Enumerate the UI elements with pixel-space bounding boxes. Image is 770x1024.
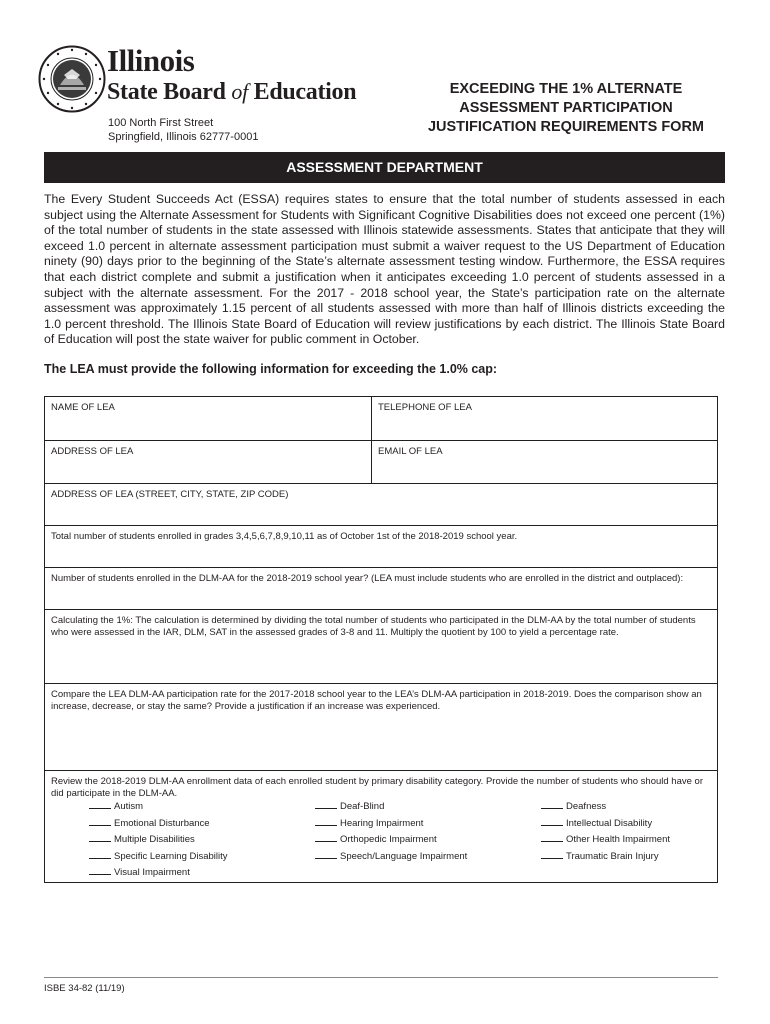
count-blank[interactable]	[89, 866, 111, 875]
count-blank[interactable]	[541, 850, 563, 859]
disability-item[interactable]	[315, 817, 541, 830]
count-blank[interactable]	[541, 833, 563, 842]
telephone-of-lea-field[interactable]: TELEPHONE OF LEA	[378, 402, 472, 413]
disability-label: Multiple Disabilities	[114, 834, 195, 845]
disability-label: Other Health Impairment	[566, 834, 671, 845]
disability-label: Hearing Impairment	[340, 817, 424, 829]
disability-item[interactable]	[541, 800, 691, 813]
lea-prompt: The LEA must provide the following information for exceeding the 1.0% cap:	[44, 362, 498, 376]
disability-item[interactable]	[89, 833, 315, 846]
org-name-line1: Illinois	[107, 43, 195, 78]
dlm-enrolled-field[interactable]: Number of students enrolled in the DLM-AA for the 2018-2019 school year? (LEA must include students who are enrolled in the district and outplaced):	[51, 573, 684, 584]
footer-divider	[44, 977, 718, 978]
count-blank[interactable]	[315, 800, 337, 809]
org-address	[108, 116, 258, 144]
lea-form-table	[44, 396, 718, 883]
count-blank[interactable]	[89, 833, 111, 842]
address-line1: 100 North First Street	[108, 117, 214, 129]
form-row-name-phone	[45, 397, 717, 440]
org-name-of: of	[231, 79, 248, 104]
department-bar: ASSESSMENT DEPARTMENT	[44, 152, 725, 183]
form-row-calculating	[45, 609, 717, 683]
form-row-full-address	[45, 483, 717, 525]
disability-label: Deaf-Blind	[340, 801, 385, 812]
email-of-lea-field[interactable]: EMAIL OF LEA	[378, 446, 443, 457]
disability-item[interactable]	[541, 850, 691, 863]
disability-label: Emotional Disturbance	[114, 817, 210, 829]
intro-paragraph: The Every Student Succeeds Act (ESSA) requires states to ensure that the total number of students assessed in each subject using the Alternate Assessment for Students with Significant Cognitive Disabilities does not exceed one percent (1%) of the total number of students in the state assessed with Illinois statewide assessments. States that anticipate that they will exceed 1.0 percent in alternate assessment participation must submit a waiver request to the US Department of Education ninety (90) days prior to the beginning of the State’s alternate assessment testing window. Furthermore, the ESSA requires that each district complete and submit a justification when it anticipates exceeding 1.0 percent of students assessed in a subject with the alternate assessment. For the 2017 - 2018 school year, the State’s participation rate on the alternate assessment was approximately 1.15 percent of all students assessed with more than half of Illinois districts exceeding the 1.0 percent threshold. The Illinois State Board of Education will review justifications by each district. The Illinois State Board of Education will post the state waiver for public comment in October.	[44, 192, 725, 347]
disability-item[interactable]	[89, 800, 315, 813]
disability-label: Autism	[114, 801, 144, 812]
disability-item[interactable]	[89, 866, 315, 879]
disability-label: Specific Learning Disability	[114, 850, 228, 862]
form-row-compare	[45, 683, 717, 770]
address-of-lea-field[interactable]: ADDRESS OF LEA	[45, 441, 372, 483]
disability-item[interactable]	[315, 800, 541, 813]
form-row-total-enrolled	[45, 525, 717, 567]
form-row-dlm-enrolled	[45, 567, 717, 609]
disability-label: Visual Impairment	[114, 867, 190, 878]
disability-label: Intellectual Disability	[566, 817, 653, 829]
total-enrolled-field[interactable]: Total number of students enrolled in grades 3,4,5,6,7,8,9,10,11 as of October 1st of the 2018-2019 school year.	[51, 531, 518, 542]
form-number: ISBE 34-82 (11/19)	[44, 983, 125, 994]
disability-label: Speech/Language Impairment	[340, 850, 468, 862]
full-address-field[interactable]: ADDRESS OF LEA (STREET, CITY, STATE, ZIP CODE)	[51, 489, 289, 500]
state-seal-logo	[38, 45, 106, 113]
disability-item[interactable]	[541, 817, 691, 830]
compare-field[interactable]: Compare the LEA DLM-AA participation rate for the 2017-2018 school year to the LEA’s DLM-AA participation in 2018-2019. Does the comparison show an increase, decrease, or stay the same? Provide a justification if an increase was experienced.	[51, 689, 702, 712]
count-blank[interactable]	[89, 850, 111, 859]
address-line2: Springfield, Illinois 62777-0001	[108, 131, 259, 143]
disability-label: Deafness	[566, 801, 607, 812]
count-blank[interactable]	[89, 817, 111, 826]
review-text: Review the 2018-2019 DLM-AA enrollment data of each enrolled student by primary disability category. Provide the number of students who should have or did participate in the DLM-AA.	[51, 776, 703, 799]
count-blank[interactable]	[541, 817, 563, 826]
disability-item[interactable]	[89, 850, 315, 863]
disability-label: Traumatic Brain Injury	[566, 850, 659, 862]
disability-item[interactable]	[541, 833, 691, 846]
disability-item[interactable]	[89, 817, 315, 830]
disability-grid	[89, 800, 691, 879]
name-of-lea-field[interactable]: NAME OF LEA	[45, 397, 372, 440]
disability-label: Orthopedic Impairment	[340, 834, 437, 845]
calculating-field[interactable]: Calculating the 1%: The calculation is determined by dividing the total number of students who participated in the DLM-AA by the total number of students who were assessed in the IAR, DLM, SAT in the assessed grades of 3-8 and 11. Multiply the quotient by 100 to yield a percentage rate.	[51, 615, 696, 638]
form-row-review	[45, 770, 717, 882]
disability-item[interactable]	[315, 850, 541, 863]
count-blank[interactable]	[315, 833, 337, 842]
form-title: EXCEEDING THE 1% ALTERNATE ASSESSMENT PARTICIPATION JUSTIFICATION REQUIREMENTS FORM	[427, 81, 705, 135]
org-name-education: Education	[253, 79, 357, 105]
form-row-address-email	[45, 440, 717, 483]
org-name-line2	[107, 78, 356, 106]
disability-item[interactable]	[315, 833, 541, 846]
count-blank[interactable]	[315, 817, 337, 826]
count-blank[interactable]	[541, 800, 563, 809]
count-blank[interactable]	[315, 850, 337, 859]
org-name-state-board: State Board	[107, 79, 226, 105]
count-blank[interactable]	[89, 800, 111, 809]
